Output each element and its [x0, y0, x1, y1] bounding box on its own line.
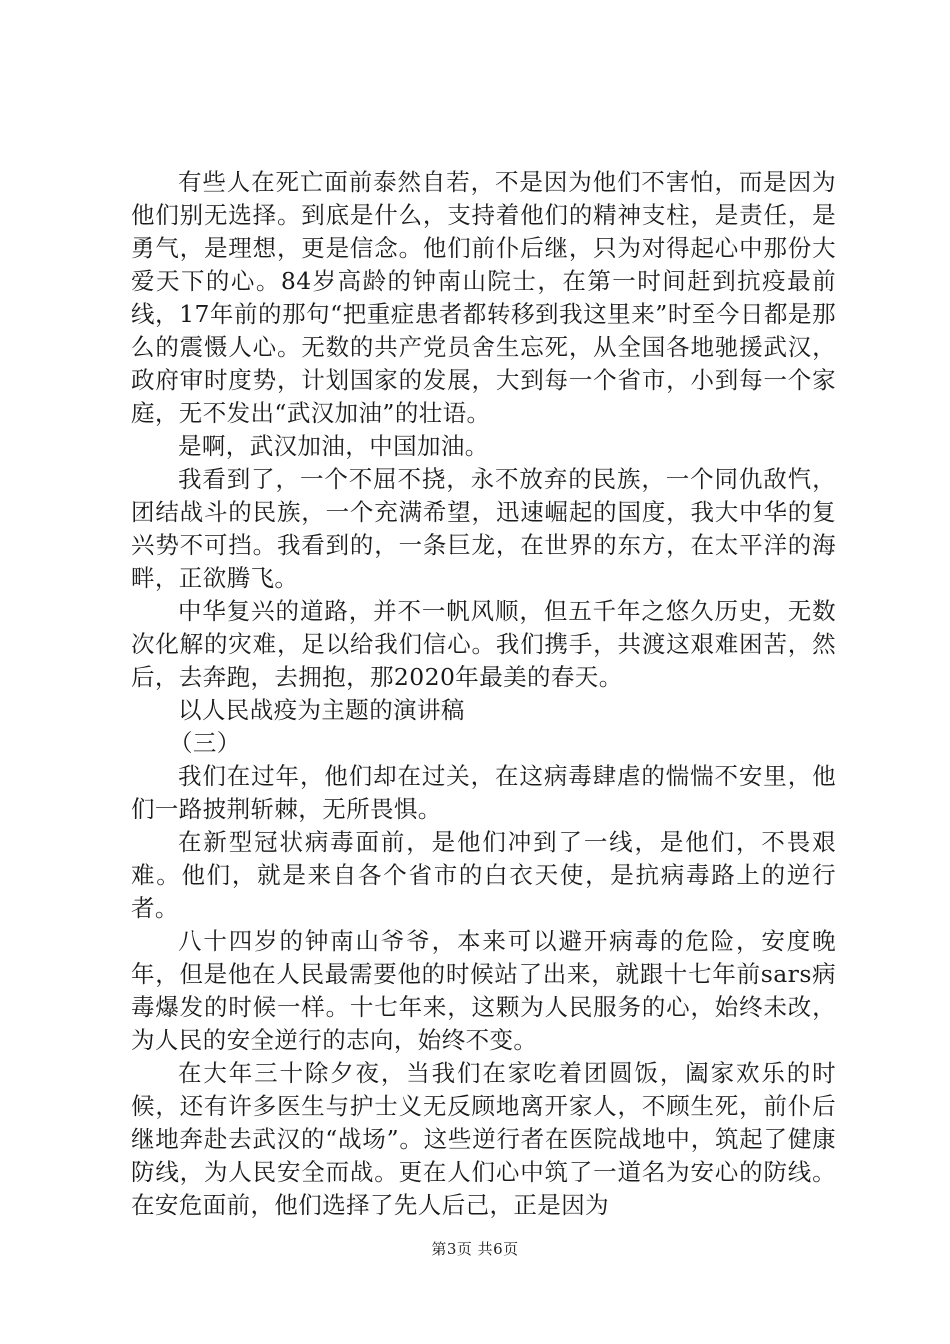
- paragraph-3: 我看到了，一个不屈不挠，永不放弃的民族，一个同仇敌忾，团结战斗的民族，一个充满希望，迅速崛起的国度，我大中华的复兴势不可挡。我看到的，一条巨龙，在世界的东方，在太平洋的海畔，正欲腾飞。: [131, 465, 836, 592]
- paragraph-6: 在新型冠状病毒面前，是他们冲到了一线，是他们，不畏艰难。他们，就是来自各个省市的白衣天使，是抗病毒路上的逆行者。: [131, 828, 836, 922]
- page-footer: 第3页 共6页: [431, 1240, 519, 1258]
- paragraph-4: 中华复兴的道路，并不一帆风顺，但五千年之悠久历史，无数次化解的灾难，足以给我们信心。我们携手，共渡这艰难困苦，然后，去奔跑，去拥抱，那2020年最美的春天。: [131, 597, 836, 691]
- document-body: [131, 166, 836, 1222]
- paragraph-5: 我们在过年，他们却在过关，在这病毒肆虐的惴惴不安里，他们一路披荆斩棘，无所畏惧。: [131, 762, 836, 823]
- section-number: （三）: [169, 729, 241, 757]
- paragraph-8: 在大年三十除夕夜，当我们在家吃着团圆饭，阖家欢乐的时候，还有许多医生与护士义无反顾地离开家人，不顾生死，前仆后继地奔赴去武汉的“战场”。这些逆行者在医院战地中，筑起了健康防线，为人民安全而战。更在人们心中筑了一道名为安心的防线。在安危面前，他们选择了先人后己，正是因为: [131, 1059, 836, 1219]
- paragraph-2: 是啊，武汉加油，中国加油。: [178, 432, 489, 460]
- paragraph-1: 有些人在死亡面前泰然自若，不是因为他们不害怕，而是因为他们别无选择。到底是什么，支持着他们的精神支柱，是责任，是勇气，是理想，更是信念。他们前仆后继，只为对得起心中那份大爱天下的心。84岁高龄的钟南山院士，在第一时间赶到抗疫最前线，17年前的那句“把重症患者都转移到我这里来”时至今日都是那么的震慑人心。无数的共产党员舍生忘死，从全国各地驰援武汉，政府审时度势，计划国家的发展，大到每一个省市，小到每一个家庭，无不发出“武汉加油”的壮语。: [131, 168, 836, 427]
- section-heading: 以人民战疫为主题的演讲稿: [178, 696, 465, 724]
- paragraph-7: 八十四岁的钟南山爷爷，本来可以避开病毒的危险，安度晚年，但是他在人民最需要他的时候站了出来，就跟十七年前sars病毒爆发的时候一样。十七年来，这颗为人民服务的心，始终未改，为人民的安全逆行的志向，始终不变。: [131, 927, 836, 1054]
